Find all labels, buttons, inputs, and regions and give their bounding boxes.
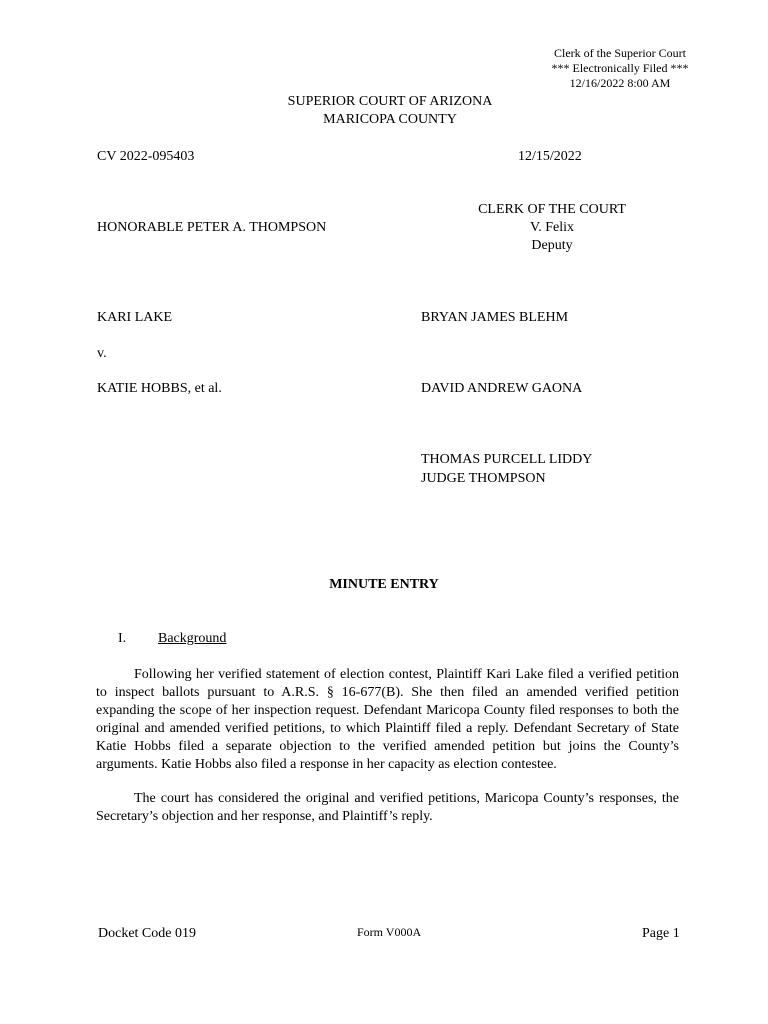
- versus-label: v.: [97, 346, 107, 361]
- section-title: Background: [158, 631, 227, 646]
- counsel-entry: DAVID ANDREW GAONA: [421, 381, 583, 396]
- court-header: [240, 93, 540, 129]
- counsel-entry: THOMAS PURCELL LIDDY: [421, 452, 593, 467]
- section-number: I.: [118, 631, 127, 646]
- judge-name: HONORABLE PETER A. THOMPSON: [97, 220, 327, 235]
- plaintiff-name: KARI LAKE: [97, 310, 173, 325]
- clerk-title: CLERK OF THE COURT: [478, 202, 626, 217]
- body-paragraph: Following her verified statement of election contest, Plaintiff Kari Lake filed a verified petition to inspect ballots pursuant to A.R.S. § 16-677(B). She then filed an amended verified petition expanding the scope of her inspection request. Defendant Maricopa County filed responses to both the original and amended verified petitions, to which Plaintiff filed a reply. Defendant Secretary of State Katie Hobbs filed a separate objection to the verified amended petition but joins the County’s arguments. Katie Hobbs also filed a response in her capacity as election contestee.: [96, 667, 679, 772]
- clerk-role: Deputy: [531, 238, 573, 253]
- clerk-block: [452, 201, 652, 255]
- document-title: MINUTE ENTRY: [329, 577, 439, 592]
- filing-stamp: [520, 46, 720, 91]
- counsel-entry: JUDGE THOMPSON: [421, 471, 546, 486]
- court-name: SUPERIOR COURT OF ARIZONA: [287, 94, 493, 109]
- counsel-entry: BRYAN JAMES BLEHM: [421, 310, 569, 325]
- case-date: 12/15/2022: [518, 149, 582, 164]
- filing-stamp-clerk: Clerk of the Superior Court: [554, 46, 686, 60]
- filing-stamp-datetime: 12/16/2022 8:00 AM: [569, 76, 671, 90]
- page-number: Page 1: [642, 926, 680, 941]
- clerk-name: V. Felix: [529, 220, 575, 235]
- court-county: MARICOPA COUNTY: [323, 112, 457, 127]
- case-number: CV 2022-095403: [97, 149, 195, 164]
- defendant-name: KATIE HOBBS, et al.: [97, 381, 222, 396]
- form-code: Form V000A: [357, 925, 422, 939]
- docket-code: Docket Code 019: [98, 926, 196, 941]
- filing-stamp-status: *** Electronically Filed ***: [551, 61, 689, 75]
- body-paragraph: The court has considered the original and verified petitions, Maricopa County’s responses, the Secretary’s objection and her response, and Plaintiff’s reply.: [96, 791, 679, 824]
